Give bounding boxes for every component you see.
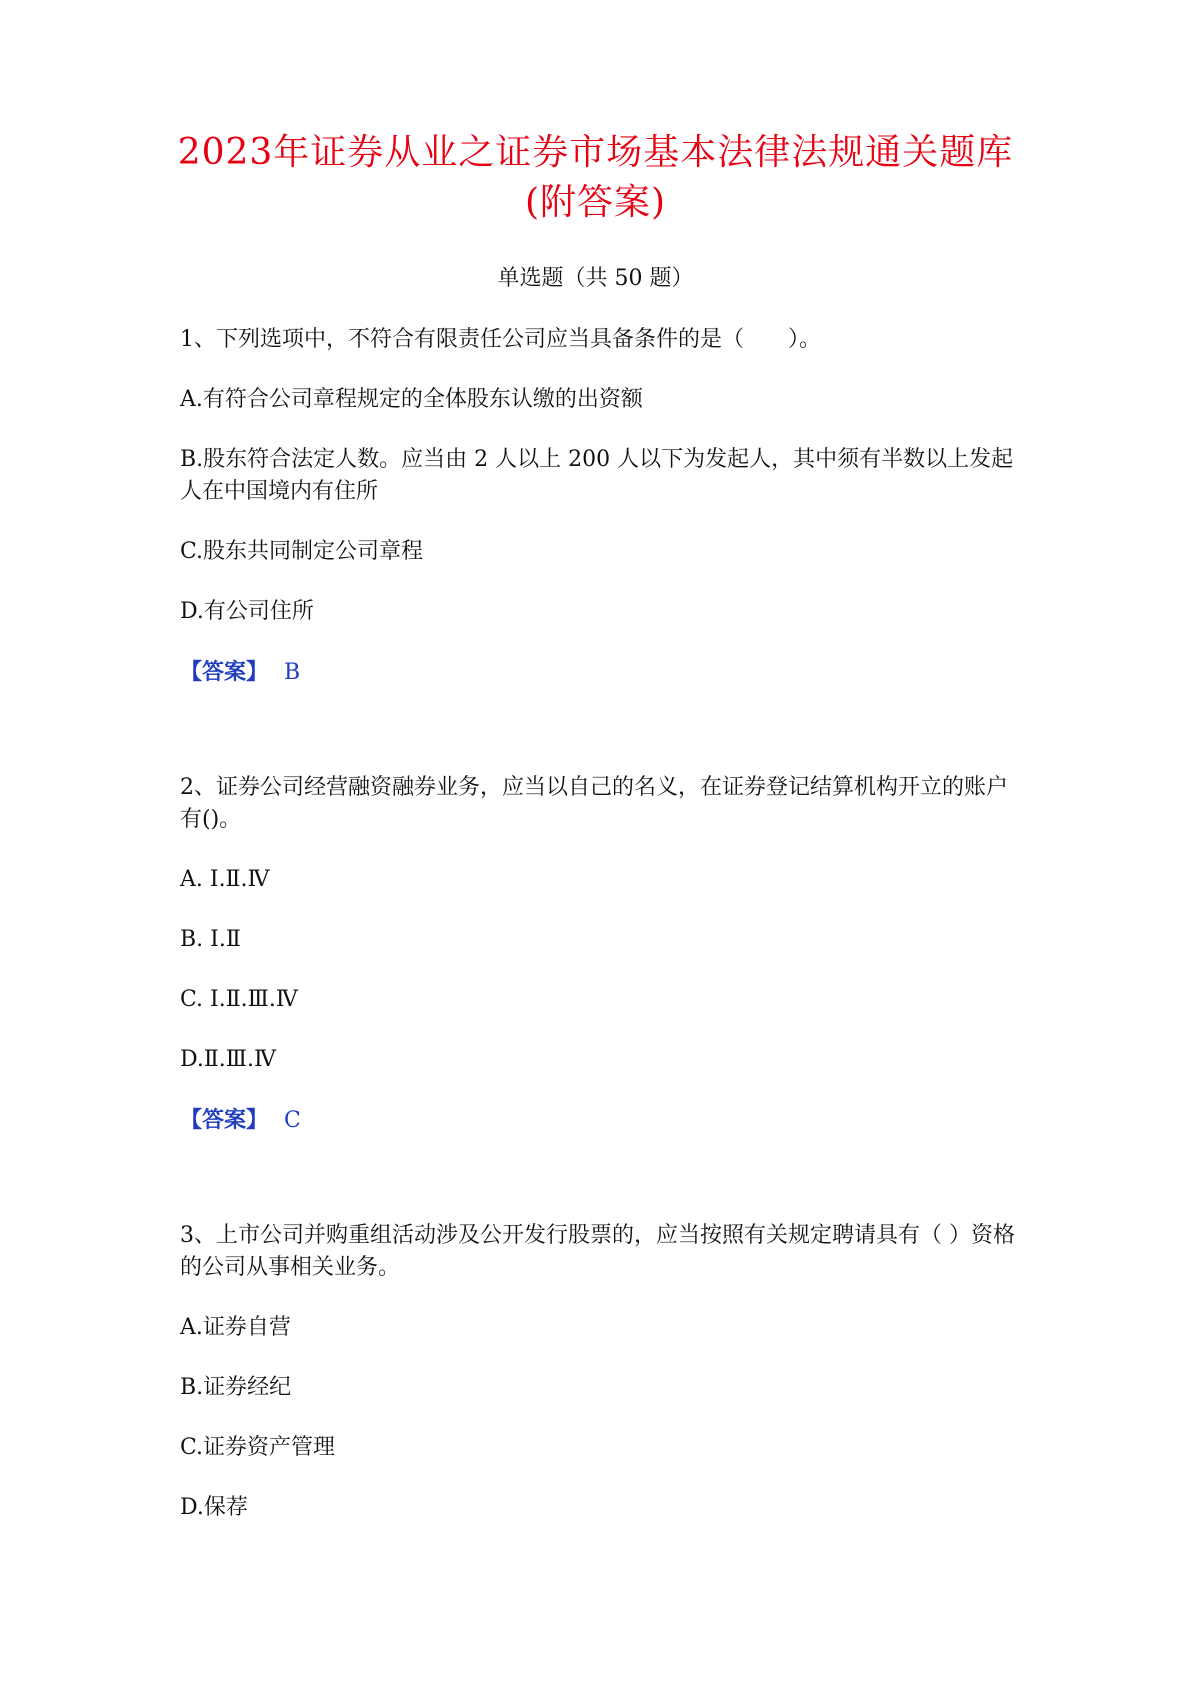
question-2-answer xyxy=(180,1104,301,1137)
answer-value: C xyxy=(284,1108,301,1133)
question-2-stem: 2、证券公司经营融资融券业务，应当以自己的名义，在证券登记结算机构开立的账户有()。 xyxy=(180,775,1008,832)
question-2-option-b: B. Ⅰ.Ⅱ xyxy=(180,927,241,952)
title-line-2: (附答案) xyxy=(524,182,667,223)
question-3-option-a: A.证券自营 xyxy=(180,1315,291,1340)
question-3-stem: 3、上市公司并购重组活动涉及公开发行股票的，应当按照有关规定聘请具有（ ）资格的公司从事相关业务。 xyxy=(180,1223,1015,1280)
answer-label: 【答案】 xyxy=(180,1107,269,1133)
title-line-1: 2023年证券从业之证券市场基本法律法规通关题库 xyxy=(177,132,1014,173)
page-title xyxy=(150,128,1041,228)
question-1-option-b: B.股东符合法定人数。应当由 2 人以上 200 人以下为发起人，其中须有半数以上发起人在中国境内有住所 xyxy=(180,447,1014,504)
question-1-option-c: C.股东共同制定公司章程 xyxy=(180,539,424,564)
question-3-option-b: B.证券经纪 xyxy=(180,1375,292,1400)
question-1-option-d: D.有公司住所 xyxy=(180,599,314,624)
question-2-option-d: D.Ⅱ.Ⅲ.Ⅳ xyxy=(180,1047,276,1072)
question-2-option-a: A. Ⅰ.Ⅱ.Ⅳ xyxy=(180,867,270,892)
answer-label: 【答案】 xyxy=(180,659,269,685)
question-3-option-c: C.证券资产管理 xyxy=(180,1435,336,1460)
section-heading: 单选题（共 50 题） xyxy=(497,266,694,291)
question-1-stem: 1、下列选项中，不符合有限责任公司应当具备条件的是（ ）。 xyxy=(180,327,821,352)
question-2-option-c: C. Ⅰ.Ⅱ.Ⅲ.Ⅳ xyxy=(180,987,298,1012)
question-1-option-a: A.有符合公司章程规定的全体股东认缴的出资额 xyxy=(180,387,643,412)
answer-value: B xyxy=(284,660,301,685)
question-1-answer xyxy=(180,656,300,689)
question-3-option-d: D.保荐 xyxy=(180,1495,248,1520)
